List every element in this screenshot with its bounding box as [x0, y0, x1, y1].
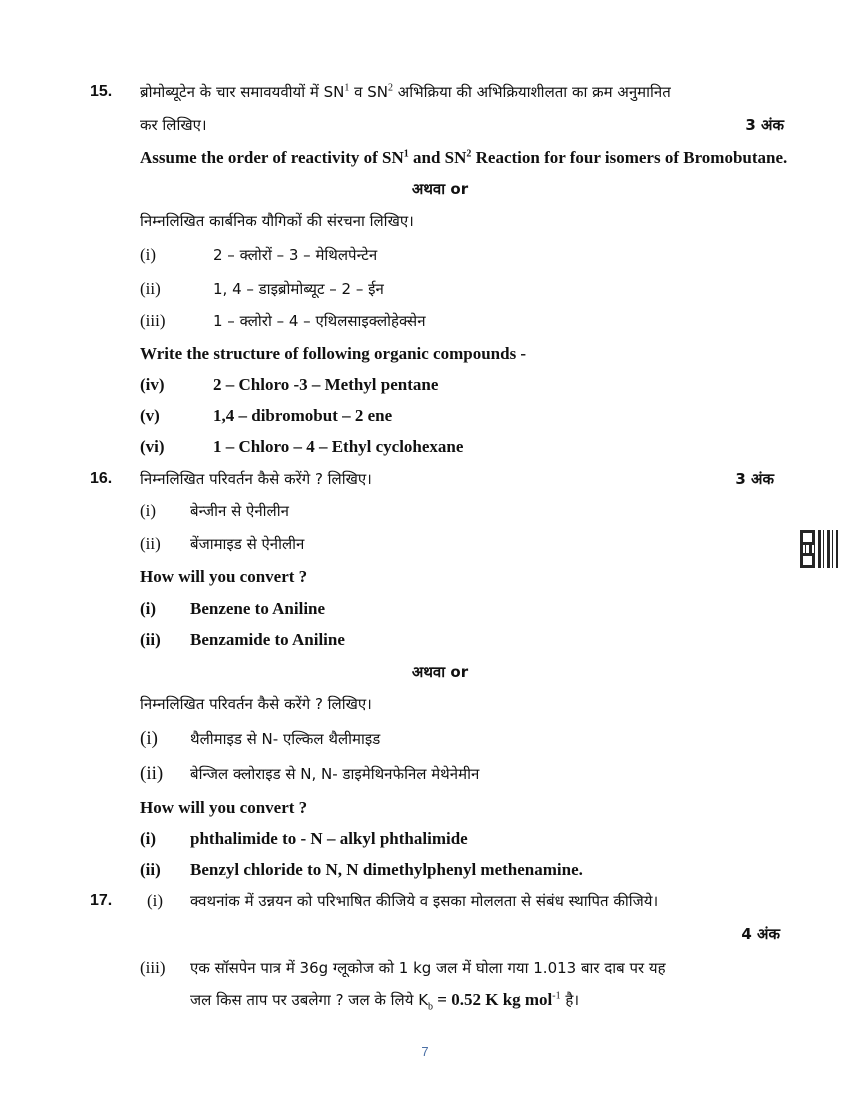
q16-alt-prompt: निम्नलिखित परिवर्तन कैसे करेंगे ? लिखिए।	[140, 695, 372, 713]
q15-line2	[0, 114, 850, 136]
q16-english-prompt: How will you convert ?	[140, 567, 308, 586]
q15-hindi-text: ब्रोमोब्यूटेन के चार समावयवीयों में $SN^1$ व $SN^2$ अभिक्रिया की अभिक्रियाशीलता का क्रम अनुमानित	[140, 82, 671, 101]
q17-line1: 17. (i) क्वथनांक में उन्नयन को परिभाषित कीजिये व इसका मोललता से संबंध स्थापित कीजिये।	[90, 891, 659, 910]
marks-label: 4 अंक	[741, 925, 780, 943]
list-item: (v) 1,4 – dibromobut – 2 ene	[140, 406, 393, 425]
list-item: (i) 2 – क्लोरों – 3 – मेथिलपेन्टेन	[140, 245, 378, 264]
list-item: (iv) 2 – Chloro -3 – Methyl pentane	[140, 375, 439, 394]
q15-line1	[0, 81, 850, 103]
list-item: (ii) बेंजामाइड से ऐनीलीन	[140, 534, 305, 553]
list-item: (i) Benzene to Aniline	[140, 599, 326, 618]
or-separator: अथवा or	[411, 180, 469, 198]
list-item: (i) बेन्जीन से ऐनीलीन	[140, 501, 289, 520]
q15-alt-english-prompt: Write the structure of following organic compounds -	[140, 344, 527, 363]
list-item: (vi) 1 – Chloro – 4 – Ethyl cyclohexane	[140, 437, 464, 456]
question-number: 15.	[90, 83, 113, 100]
list-item: (ii) Benzamide to Aniline	[140, 630, 345, 649]
q17-part-iii-cont: जल किस ताप पर उबलेगा ? जल के लिये $K_b = 0.52$ K kg mol$^{-1}$ है।	[190, 990, 580, 1013]
page-number: 7	[421, 1044, 429, 1059]
question-number: 16.	[90, 470, 113, 487]
list-item: (iii) 1 – क्लोरो – 4 – एथिलसाइक्लोहेक्सेन	[140, 311, 426, 330]
or-separator: अथवा or	[411, 663, 469, 681]
question-number: 17.	[90, 892, 113, 909]
list-item: (ii) Benzyl chloride to N, N dimethylphenyl methenamine.	[140, 860, 583, 879]
marks-label: 3 अंक	[735, 470, 774, 488]
list-item: (i) थैलीमाइड से N- एल्किल थैलीमाइड	[140, 728, 381, 749]
q15-alt-prompt: निम्नलिखित कार्बनिक यौगिकों की संरचना लिखिए।	[140, 212, 414, 230]
list-item: (ii) बेन्जिल क्लोराइड से N, N- डाइमेथिनफेनिल मेथेनेमीन	[140, 763, 480, 784]
q17-part-iii: (iii) एक सॉसपेन पात्र में 36g ग्लूकोज को 1 kg जल में घोला गया 1.013 बार दाब पर यह	[140, 958, 666, 977]
marks-label: 3 अंक	[745, 116, 784, 134]
q16-alt-english-prompt: How will you convert ?	[140, 798, 308, 817]
q17-part-i-text: क्वथनांक में उन्नयन को परिभाषित कीजिये व इसका मोललता से संबंध स्थापित कीजिये।	[190, 892, 659, 910]
q16-prompt: निम्नलिखित परिवर्तन कैसे करेंगे ? लिखिए।	[140, 470, 372, 488]
list-item: (i) phthalimide to - N – alkyl phthalimide	[140, 829, 468, 848]
list-item: (ii) 1, 4 – डाइब्रोमोब्यूट – 2 – ईन	[140, 279, 384, 298]
q15-english: Assume the order of reactivity of $SN^1$ and $SN^2$ Reaction for four isomers of Bromobutane.	[140, 148, 788, 167]
q15-hindi-text-cont: कर लिखिए।	[140, 116, 207, 134]
qr-code	[800, 530, 838, 568]
q16-line1	[0, 468, 850, 490]
